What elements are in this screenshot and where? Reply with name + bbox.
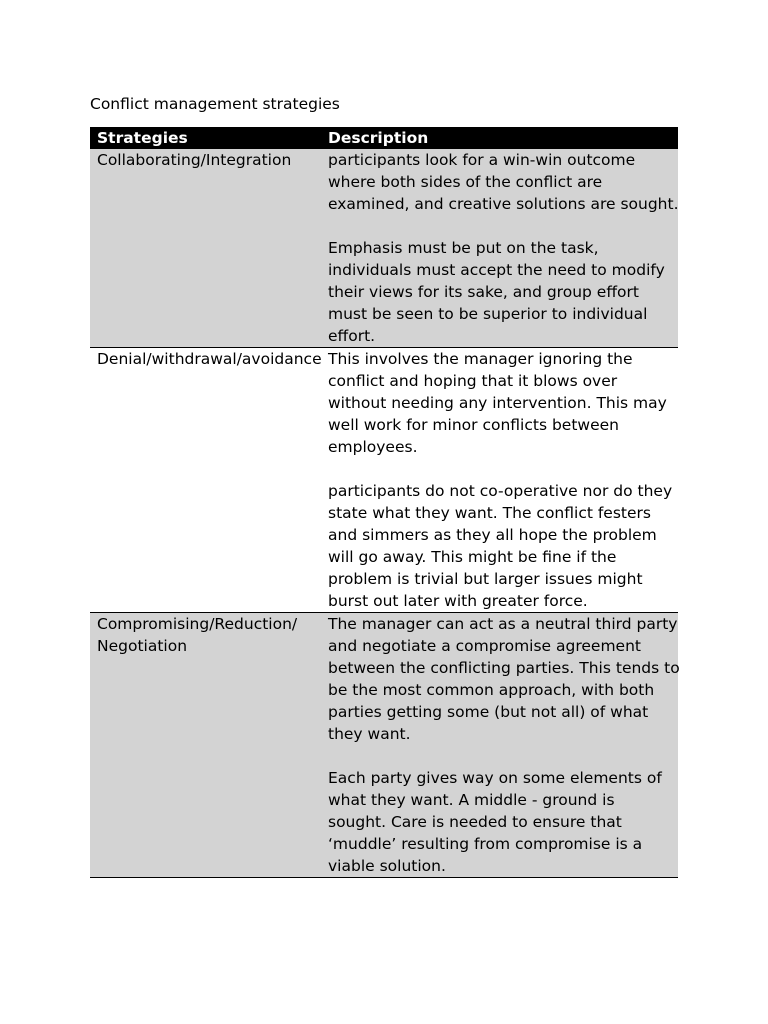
description-line: effort.	[328, 327, 376, 345]
strategy-name-line: Collaborating/Integration	[97, 151, 292, 169]
header-strategies: Strategies	[90, 127, 321, 149]
description-line: individuals must accept the need to modify	[328, 261, 665, 279]
description-line: burst out later with greater force.	[328, 592, 588, 610]
description-line: problem is trivial but larger issues might	[328, 570, 643, 588]
table-row	[90, 613, 678, 878]
description-line: must be seen to be superior to individual	[328, 305, 648, 323]
strategy-cell	[90, 613, 321, 878]
description-paragraph	[328, 149, 679, 215]
description-paragraph	[328, 767, 672, 877]
strategy-name-line: Negotiation	[97, 637, 188, 655]
description-line: be the most common approach, with both	[328, 681, 655, 699]
description-paragraph	[328, 480, 672, 612]
description-line: examined, and creative solutions are sought.	[328, 195, 679, 213]
paragraph-gap	[328, 745, 672, 767]
description-line: The manager can act as a neutral third party	[328, 615, 678, 633]
description-line: and simmers as they all hope the problem	[328, 526, 657, 544]
description-line: viable solution.	[328, 857, 446, 875]
description-line: Emphasis must be put on the task,	[328, 239, 599, 257]
description-line: will go away. This might be fine if the	[328, 548, 617, 566]
description-line: sought. Care is needed to ensure that	[328, 813, 622, 831]
description-line: what they want. A middle - ground is	[328, 791, 615, 809]
description-line: they want.	[328, 725, 411, 743]
description-line: their views for its sake, and group effort	[328, 283, 639, 301]
description-line: state what they want. The conflict festers	[328, 504, 651, 522]
header-description: Description	[321, 127, 678, 149]
description-line: where both sides of the conflict are	[328, 173, 603, 191]
description-line: Each party gives way on some elements of	[328, 769, 662, 787]
strategies-table	[90, 127, 678, 878]
strategy-cell	[90, 348, 321, 613]
description-paragraph	[328, 348, 672, 458]
strategy-name-line: Compromising/Reduction/	[97, 615, 298, 633]
description-line: between the conflicting parties. This tends to	[328, 659, 680, 677]
description-line: parties getting some (but not all) of what	[328, 703, 649, 721]
description-line: This involves the manager ignoring the	[328, 350, 633, 368]
paragraph-gap	[328, 215, 672, 237]
description-line: without needing any intervention. This may	[328, 394, 667, 412]
strategy-name-line: Denial/withdrawal/avoidance	[97, 350, 322, 368]
description-line: and negotiate a compromise agreement	[328, 637, 641, 655]
description-line: participants do not co-operative nor do they	[328, 482, 673, 500]
table-row	[90, 149, 678, 348]
description-line: ‘muddle’ resulting from compromise is a	[328, 835, 643, 853]
description-line: conflict and hoping that it blows over	[328, 372, 618, 390]
table-row	[90, 348, 678, 613]
description-paragraph	[328, 613, 680, 745]
description-line: well work for minor conflicts between	[328, 416, 619, 434]
description-paragraph	[328, 237, 672, 347]
description-cell	[321, 149, 678, 348]
description-cell	[321, 613, 678, 878]
description-line: participants look for a win-win outcome	[328, 151, 636, 169]
paragraph-gap	[328, 458, 672, 480]
strategy-cell	[90, 149, 321, 348]
description-cell	[321, 348, 678, 613]
table-header-row	[90, 127, 678, 149]
description-line: employees.	[328, 438, 418, 456]
document-title: Conflict management strategies	[90, 95, 340, 113]
